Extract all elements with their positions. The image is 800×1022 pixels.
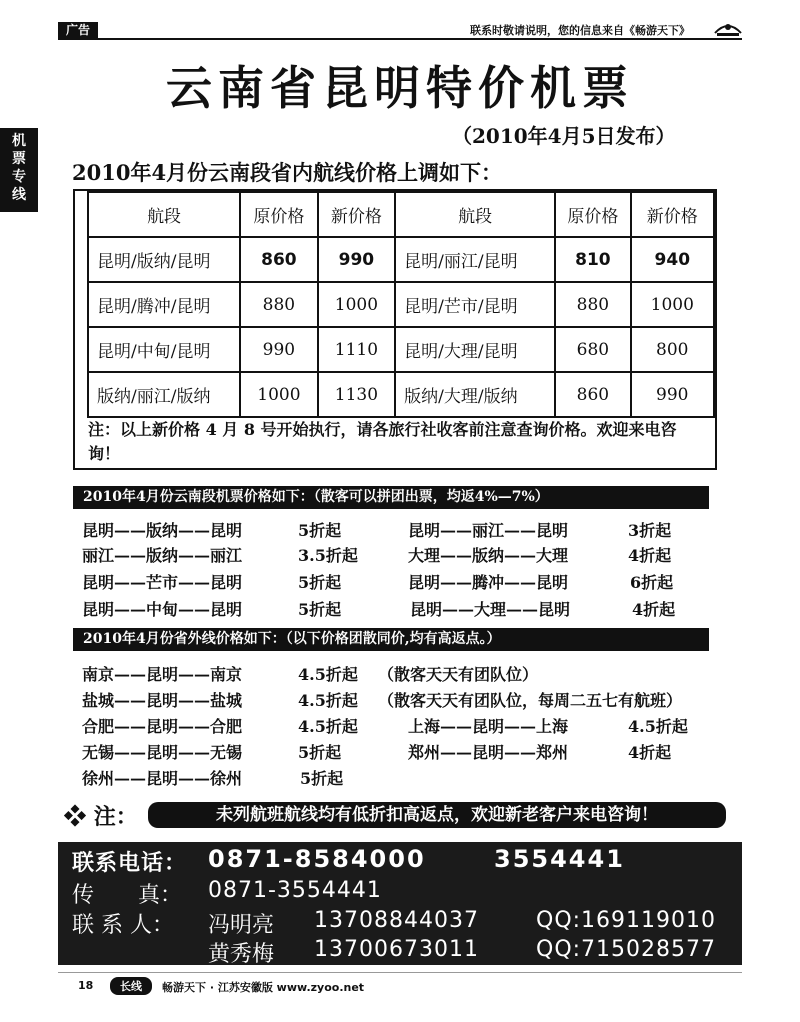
fare-route: 南京——昆明——南京 <box>82 665 243 684</box>
header-cell: 原价格 <box>240 192 318 237</box>
contact-name: 冯明亮 <box>208 913 275 938</box>
contact-block <box>58 842 742 965</box>
fare-discount: 4.5折起 <box>628 717 688 736</box>
note-label: 注： <box>93 804 138 830</box>
new-price-cell: 940 <box>631 237 714 282</box>
header-cell: 新价格 <box>318 192 396 237</box>
fare-discount: 6折起 <box>630 573 674 592</box>
fare-route: 丽江——版纳——丽江 <box>82 546 243 565</box>
new-price-cell: 990 <box>631 372 714 417</box>
header-cell: 航段 <box>88 192 240 237</box>
side-tab <box>0 128 38 212</box>
route-cell: 版纳/大理/版纳 <box>395 372 555 417</box>
section-heading-outside: 2010年4月份省外线价格如下：（以下价格团散同价,均有高返点。） <box>73 628 709 651</box>
table-row <box>88 372 714 417</box>
route-cell: 昆明/大理/昆明 <box>395 327 555 372</box>
person-label: 联 系 人： <box>72 913 174 938</box>
table-row <box>88 282 714 327</box>
contact-qq: QQ:169119010 <box>536 908 717 933</box>
section-heading-yunnan: 2010年4月份云南段机票价格如下：（散客可以拼团出票，均返4%—7%） <box>73 486 709 509</box>
header-cell: 原价格 <box>555 192 630 237</box>
old-price-cell: 990 <box>240 327 318 372</box>
headline: 2010年4月份云南段省内航线价格上调如下： <box>72 160 503 185</box>
old-price-cell: 860 <box>555 372 630 417</box>
fare-extra: （散客天天有团队位） <box>378 665 539 684</box>
fare-route: 昆明——中甸——昆明 <box>82 600 243 619</box>
old-price-cell: 860 <box>240 237 318 282</box>
new-price-cell: 1110 <box>318 327 396 372</box>
fare-route: 徐州——昆明——徐州 <box>82 769 243 788</box>
fare-route: 大理——版纳——大理 <box>408 546 569 565</box>
fare-discount: 4折起 <box>628 743 672 762</box>
old-price-cell: 1000 <box>240 372 318 417</box>
new-price-cell: 1000 <box>318 282 396 327</box>
fax-label: 传 真： <box>72 883 183 908</box>
fare-discount: 3.5折起 <box>298 546 358 565</box>
side-tab-char: 票 <box>12 151 26 167</box>
ad-tag: 广告 <box>58 22 98 39</box>
fare-discount: 4折起 <box>632 600 676 619</box>
side-tab-char: 线 <box>12 187 26 203</box>
phone-label: 联系电话： <box>72 851 188 876</box>
fare-discount: 4.5折起 <box>298 717 358 736</box>
note-banner: 未列航班航线均有低折扣高返点，欢迎新老客户来电咨询！ <box>148 802 726 828</box>
new-price-cell: 990 <box>318 237 396 282</box>
fare-route: 昆明——大理——昆明 <box>410 600 571 619</box>
old-price-cell: 680 <box>555 327 630 372</box>
route-cell: 版纳/丽江/版纳 <box>88 372 240 417</box>
header-note: 联系时敬请说明，您的信息来自《畅游天下》 <box>470 24 690 37</box>
side-tab-char: 专 <box>12 169 26 185</box>
fare-discount: 4.5折起 <box>298 691 358 710</box>
contact-mobile: 13708844037 <box>314 908 479 933</box>
old-price-cell: 810 <box>555 237 630 282</box>
route-cell: 昆明/腾冲/昆明 <box>88 282 240 327</box>
new-price-cell: 800 <box>631 327 714 372</box>
route-cell: 昆明/丽江/昆明 <box>395 237 555 282</box>
page-footer <box>58 972 742 997</box>
fare-route: 上海——昆明——上海 <box>408 717 569 736</box>
footer-text: 畅游天下 · 江苏安徽版 www.zyoo.net <box>162 981 365 994</box>
page-number: 18 <box>78 979 94 992</box>
fare-discount: 5折起 <box>298 600 342 619</box>
fare-discount: 5折起 <box>298 743 342 762</box>
fare-discount: 5折起 <box>298 521 342 540</box>
phone-number: 0871-8584000 <box>208 845 426 873</box>
new-price-cell: 1000 <box>631 282 714 327</box>
fare-discount: 4.5折起 <box>298 665 358 684</box>
header-cell: 新价格 <box>631 192 714 237</box>
header-cell: 航段 <box>395 192 555 237</box>
fare-discount: 5折起 <box>300 769 344 788</box>
publish-date: （2010年4月5日发布） <box>452 124 676 148</box>
table-row <box>88 327 714 372</box>
table-row <box>88 237 714 282</box>
route-cell: 昆明/芒市/昆明 <box>395 282 555 327</box>
route-cell: 昆明/中甸/昆明 <box>88 327 240 372</box>
fare-discount: 4折起 <box>628 546 672 565</box>
diamond-bullet-icon: ❖ <box>64 804 87 830</box>
new-price-cell: 1130 <box>318 372 396 417</box>
fare-route: 无锡——昆明——无锡 <box>82 743 243 762</box>
price-table-grid <box>87 191 715 418</box>
section-tag: 长线 <box>110 977 152 995</box>
contact-mobile: 13700673011 <box>314 937 479 962</box>
header-rule <box>58 38 742 40</box>
note-heading <box>64 800 138 831</box>
table-header-row <box>88 192 714 237</box>
fare-extra: （散客天天有团队位，每周二五七有航班） <box>378 691 683 710</box>
fare-route: 合肥——昆明——合肥 <box>82 717 243 736</box>
side-tab-char: 机 <box>12 133 26 149</box>
fare-route: 郑州——昆明——郑州 <box>408 743 569 762</box>
page-title: 云南省昆明特价机票 <box>166 61 634 115</box>
fare-discount: 5折起 <box>298 573 342 592</box>
fare-discount: 3折起 <box>628 521 672 540</box>
fare-route: 昆明——丽江——昆明 <box>408 521 569 540</box>
table-note: 注：以上新价格 4 月 8 号开始执行，请各旅行社收客前注意查询价格。欢迎来电咨询！ <box>88 420 677 463</box>
phone-number: 3554441 <box>494 845 625 873</box>
magazine-logo-icon <box>713 19 743 37</box>
fare-route: 盐城——昆明——盐城 <box>82 691 243 710</box>
fare-route: 昆明——芒市——昆明 <box>82 573 243 592</box>
contact-name: 黄秀梅 <box>208 942 275 967</box>
old-price-cell: 880 <box>555 282 630 327</box>
fare-route: 昆明——腾冲——昆明 <box>408 573 569 592</box>
route-cell: 昆明/版纳/昆明 <box>88 237 240 282</box>
contact-qq: QQ:715028577 <box>536 937 717 962</box>
fax-number: 0871-3554441 <box>208 878 382 903</box>
fare-route: 昆明——版纳——昆明 <box>82 521 243 540</box>
old-price-cell: 880 <box>240 282 318 327</box>
